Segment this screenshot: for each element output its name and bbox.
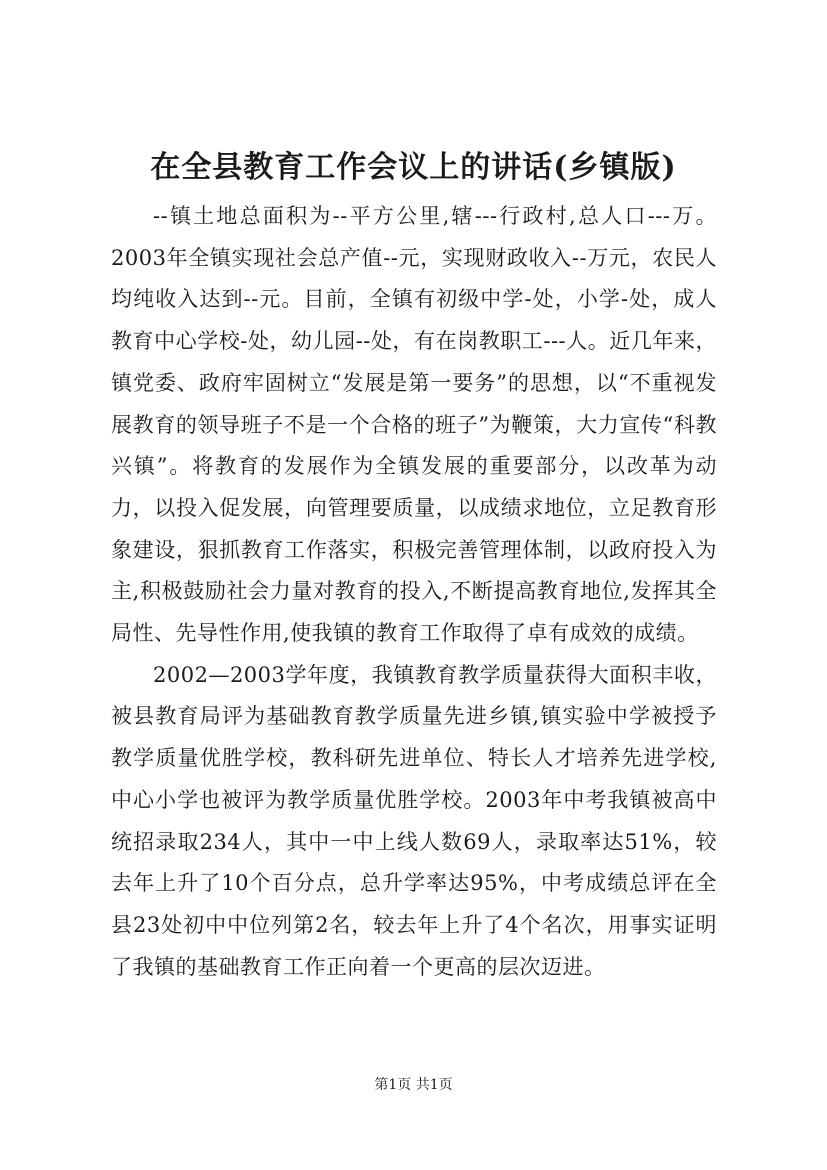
page-number-label: 第1页 共1页 xyxy=(374,1077,453,1093)
paragraph-2: 2002—2003学年度，我镇教育教学质量获得大面积丰收，被县教育局评为基础教育教学质量先进乡镇,镇实验中学被授予教学质量优胜学校，教科研先进单位、特长人才培养先进学校,中心小学也被评为教学质量优胜学校。2003年中考我镇被高中统招录取234人，其中一中上线人数69人，录取率达51%，较去年上升了10个百分点，总升学率达95%，中考成绩总评在全县23处初中中位列第2名，较去年上升了4个名次，用事实证明了我镇的基础教育工作正向着一个更高的层次迈进。 xyxy=(111,662,717,979)
document-title: 在全县教育工作会议上的讲话(乡镇版) xyxy=(150,150,677,185)
page-footer xyxy=(0,1075,827,1095)
paragraph-1: --镇土地总面积为--平方公里,辖---行政村,总人口---万。2003年全镇实现社会总产值--元，实现财政收入--万元，农民人均纯收入达到--元。目前，全镇有初级中学-处，小学-处，成人教育中心学校-处，幼儿园--处，有在岗教职工---人。近几年来，镇党委、政府牢固树立“发展是第一要务”的思想，以“不重视发展教育的领导班子不是一个合格的班子”为鞭策，大力宣传“科教兴镇”。将教育的发展作为全镇发展的重要部分，以改革为动力，以投入促发展，向管理要质量，以成绩求地位，立足教育形象建设，狠抓教育工作落实，积极完善管理体制，以政府投入为主,积极鼓励社会力量对教育的投入,不断提高教育地位,发挥其全局性、先导性作用,使我镇的教育工作取得了卓有成效的成绩。 xyxy=(111,204,717,646)
document-body xyxy=(111,196,717,988)
